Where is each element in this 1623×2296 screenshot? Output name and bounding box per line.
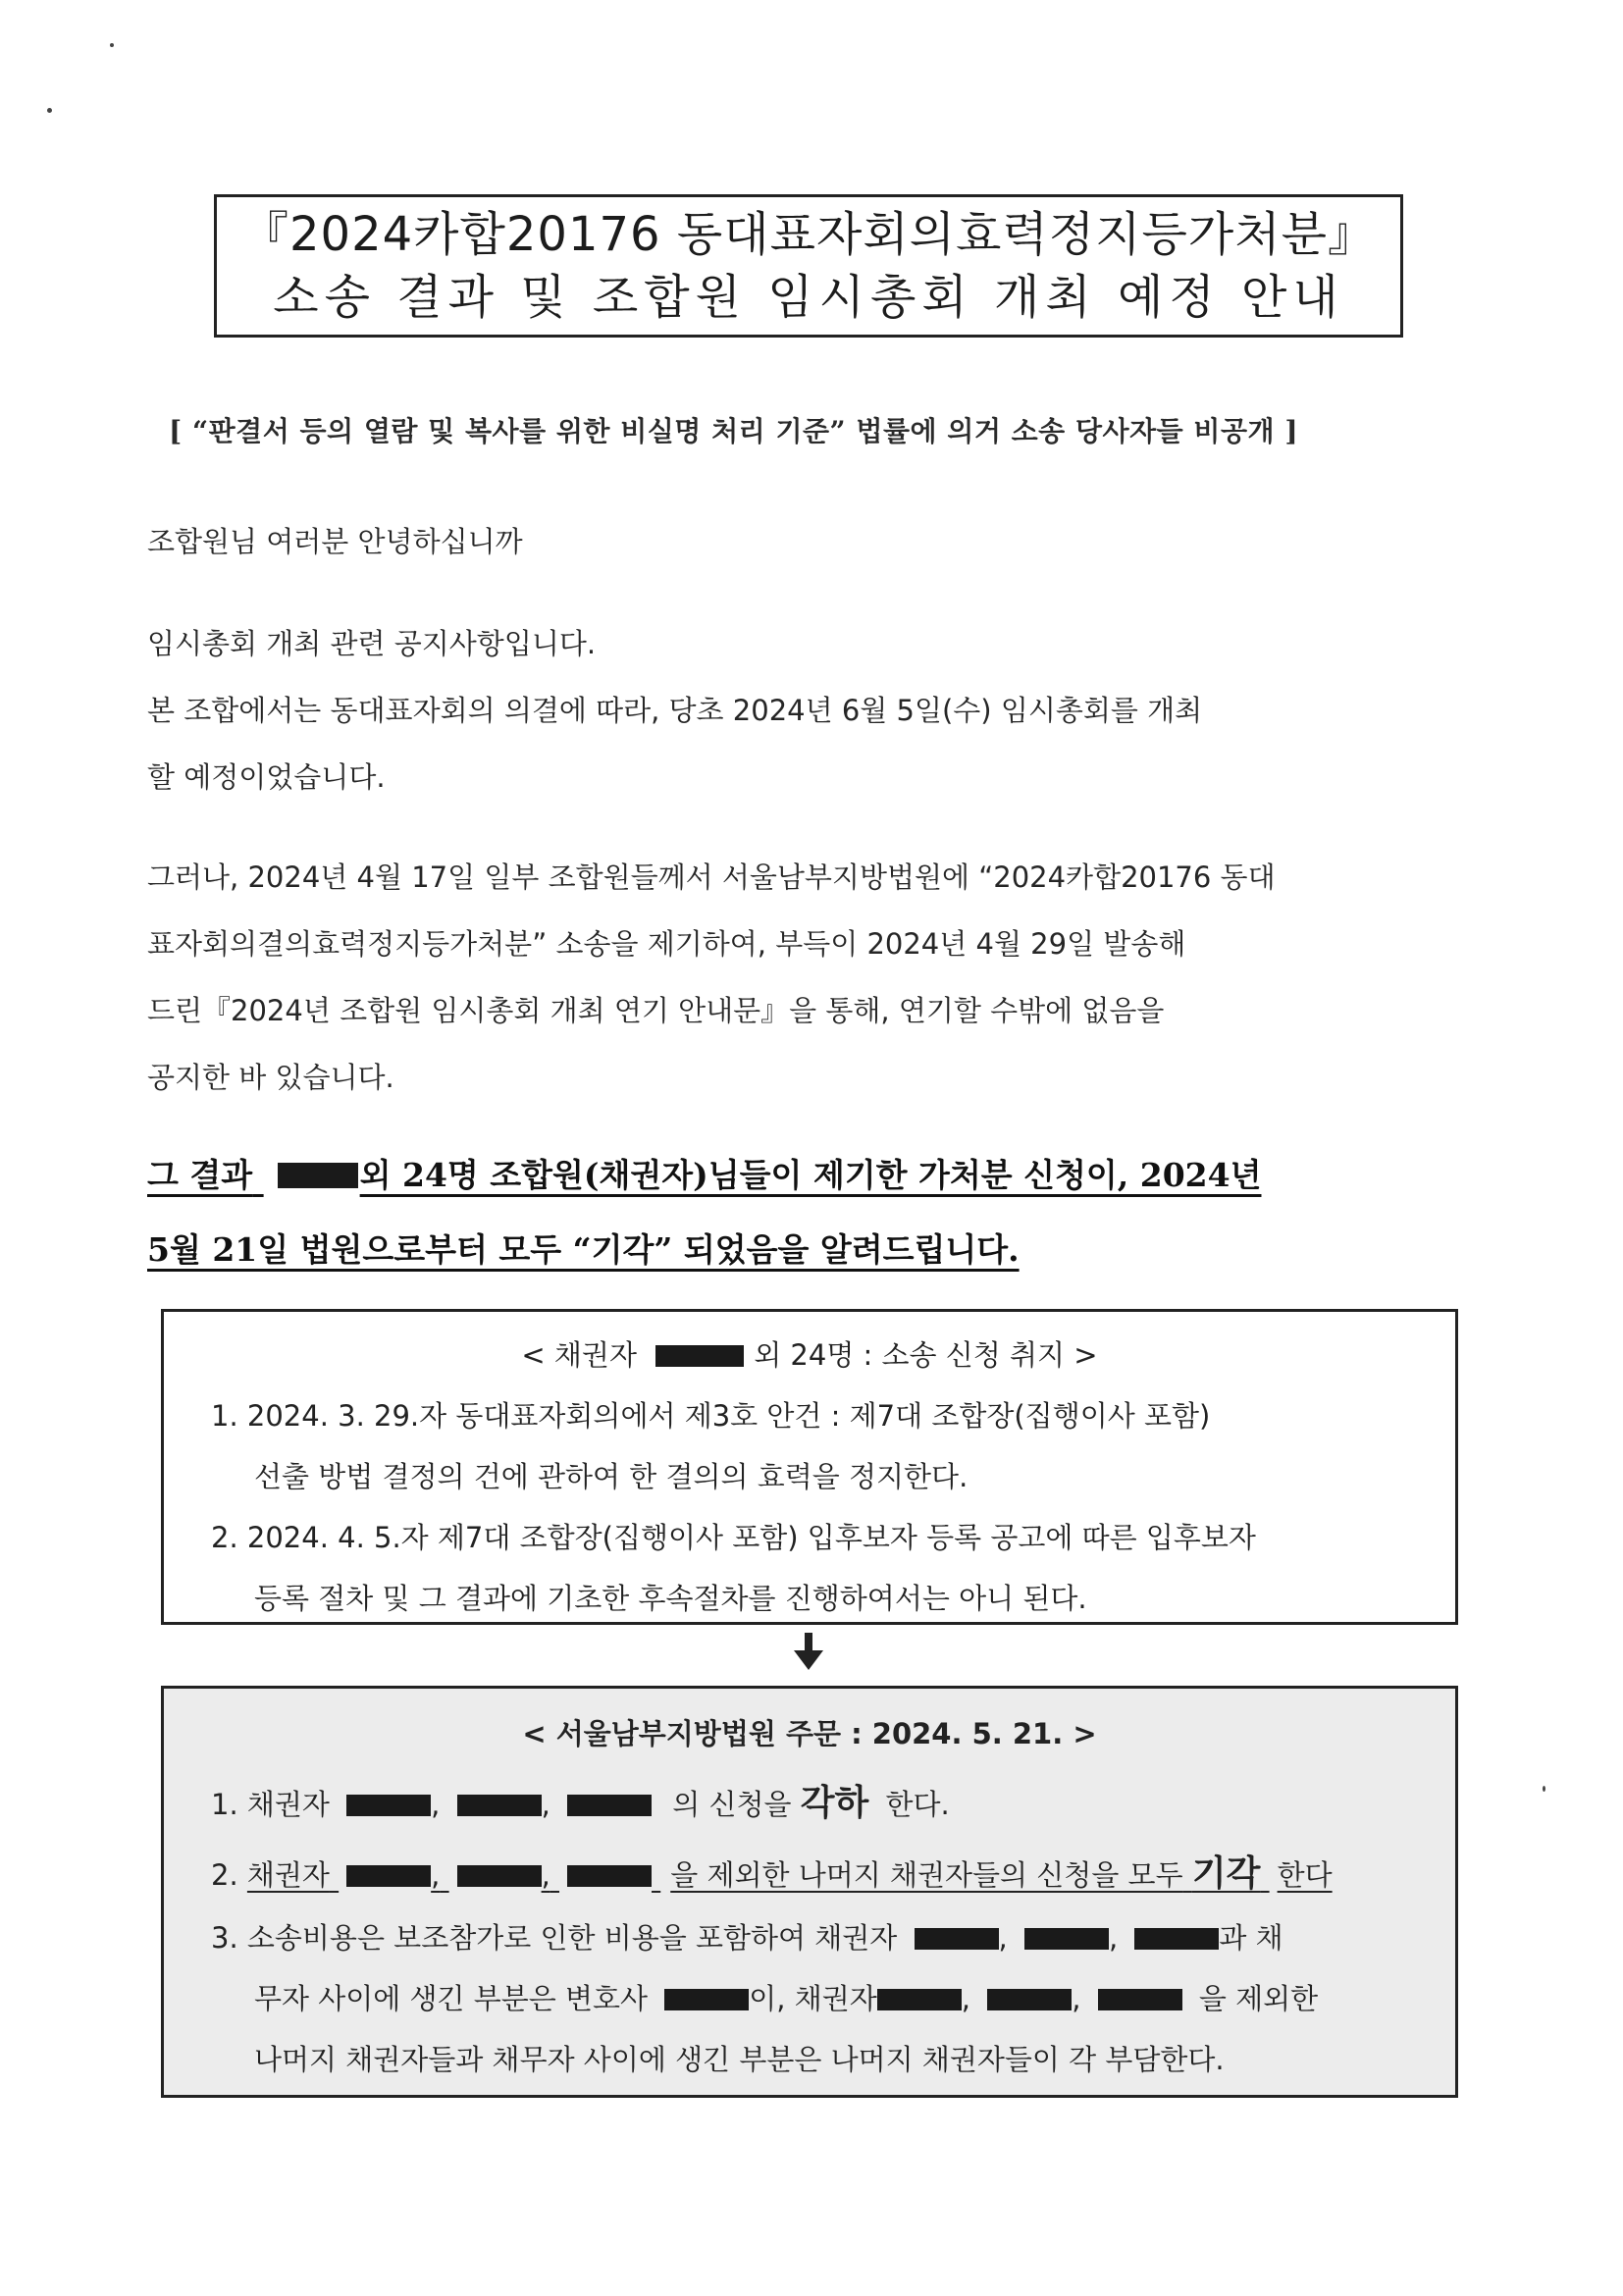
notice-line-2: 본 조합에서는 동대표자회의 의결에 따라, 당초 2024년 6월 5일(수) 임시총회를 개최 [147, 694, 1203, 727]
redaction [1098, 1989, 1182, 2010]
document-title-subject: 소송 결과 및 조합원 임시총회 개최 예정 안내 [273, 270, 1344, 325]
order-heading: < 서울남부지방법원 주문 : 2024. 5. 21. > [522, 1717, 1097, 1750]
order-text: 한다. [885, 1788, 950, 1821]
order-text: , [998, 1921, 1008, 1955]
redaction [346, 1865, 431, 1887]
order-text: , [541, 1788, 550, 1821]
result-line-1 [147, 1150, 1261, 1196]
history-line-2: 표자회의결의효력정지등가처분” 소송을 제기하여, 부득이 2024년 4월 29일 발송해 [147, 927, 1186, 961]
redaction [664, 1989, 749, 2010]
scan-speck [110, 43, 114, 47]
order-item-2-underlined [246, 1853, 1333, 1894]
redaction [1134, 1928, 1219, 1950]
order-text: , [961, 1982, 970, 2015]
request-item-1-line-1: 1. 2024. 3. 29.자 동대표자회의에서 제3호 안건 : 제7대 조합장(집행이사 포함) [211, 1399, 1211, 1433]
request-item-2-line-2: 등록 절차 및 그 결과에 기초한 후속절차를 진행하여서는 아니 된다. [254, 1582, 1087, 1615]
redaction [278, 1163, 358, 1188]
request-heading [164, 1333, 1455, 1374]
notice-line-1: 임시총회 개최 관련 공지사항입니다. [147, 627, 597, 660]
redaction [346, 1795, 431, 1816]
order-text: 1. 채권자 [211, 1788, 330, 1821]
order-text: 의 신청을 [672, 1788, 792, 1821]
history-line-3: 드린『2024년 조합원 임시총회 개최 연기 안내문』을 통해, 연기할 수밖에 없음을 [147, 994, 1165, 1027]
order-text: 이, 채권자 [749, 1982, 877, 2015]
greeting: 조합원님 여러분 안녕하십니까 [147, 525, 523, 558]
down-arrow-icon [792, 1633, 825, 1672]
request-heading-text: < 채권자 [521, 1338, 637, 1372]
order-item-1 [211, 1775, 950, 1825]
redaction [915, 1928, 999, 1950]
scan-speck [1543, 1786, 1545, 1792]
order-text: 3. 소송비용은 보조참가로 인한 비용을 포함하여 채권자 [211, 1921, 898, 1955]
order-text: 과 채 [1219, 1921, 1283, 1955]
title-box [214, 194, 1403, 338]
request-item-1-line-2: 선출 방법 결정의 건에 관하여 한 결의의 효력을 정지한다. [254, 1460, 969, 1493]
order-text: 채권자 [246, 1858, 330, 1892]
order-text: 을 제외한 나머지 채권자들의 신청을 모두 [670, 1858, 1183, 1892]
order-text: , [431, 1788, 441, 1821]
document-title-case: 『2024카합20176 동대표자회의효력정지등가처분』 [241, 207, 1376, 262]
order-item-3-line-1 [211, 1916, 1283, 1957]
order-text: 2. [211, 1858, 238, 1892]
order-dismissed-keyword: 각하 [800, 1783, 869, 1823]
history-line-1: 그러나, 2024년 4월 17일 일부 조합원들께서 서울남부지방법원에 “2024카합20176 동대 [147, 861, 1276, 894]
redaction [877, 1989, 962, 2010]
redaction [567, 1865, 652, 1887]
order-text: 한다 [1277, 1858, 1333, 1892]
notice-line-3: 할 예정이었습니다. [147, 760, 386, 794]
privacy-disclaimer: [ “판결서 등의 열람 및 복사를 위한 비실명 처리 기준” 법률에 의거 소송 당사자들 비공개 ] [169, 415, 1299, 447]
redaction [567, 1795, 652, 1816]
request-heading-text: 외 24명 : 소송 신청 취지 > [754, 1338, 1098, 1372]
result-line-2: 5월 21일 법원으로부터 모두 “기각” 되었음을 알려드립니다. [147, 1230, 1020, 1269]
order-text: , [1072, 1982, 1081, 2015]
redaction [987, 1989, 1072, 2010]
order-item-3-line-3: 나머지 채권자들과 채무자 사이에 생긴 부분은 나머지 채권자들이 각 부담한다. [254, 2043, 1225, 2076]
order-text: , [431, 1858, 441, 1892]
redaction [655, 1345, 744, 1367]
history-line-4: 공지한 바 있습니다. [147, 1061, 394, 1094]
order-text: 무자 사이에 생긴 부분은 변호사 [254, 1982, 649, 2015]
order-text: 을 제외한 [1198, 1982, 1319, 2015]
result-text: 외 24명 조합원(채권자)님들이 제기한 가처분 신청이, 2024년 [359, 1156, 1262, 1194]
order-item-3-line-2 [254, 1977, 1318, 2017]
order-text: , [541, 1858, 550, 1892]
redaction [457, 1795, 542, 1816]
result-text: 그 결과 [147, 1156, 253, 1194]
order-item-2 [211, 1846, 1333, 1896]
redaction [457, 1865, 542, 1887]
scan-speck [47, 108, 52, 113]
request-item-2-line-1: 2. 2024. 4. 5.자 제7대 조합장(집행이사 포함) 입후보자 등록 공고에 따른 입후보자 [211, 1521, 1256, 1554]
request-summary-box [161, 1309, 1458, 1625]
redaction [1024, 1928, 1109, 1950]
order-text: , [1108, 1921, 1119, 1955]
order-rejected-keyword: 기각 [1191, 1853, 1261, 1894]
court-order-box [161, 1686, 1458, 2098]
